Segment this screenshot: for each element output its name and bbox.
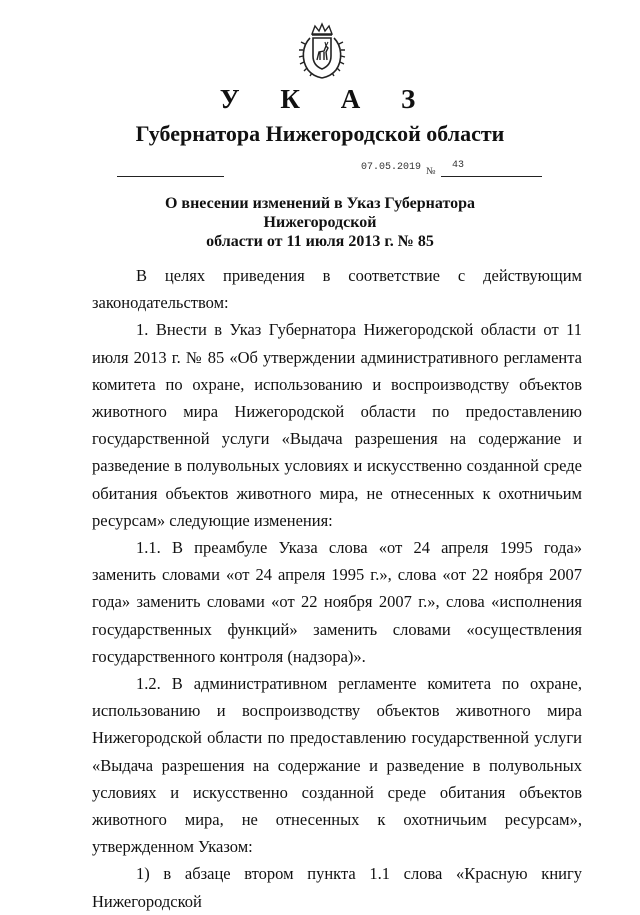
- heading-line-2: области от 11 июля 2013 г. № 85: [206, 233, 434, 250]
- paragraph-preamble: В целях приведения в соответствие с действующим законодательством:: [92, 266, 582, 313]
- decree-date: 07.05.2019: [361, 162, 422, 173]
- number-sign: №: [426, 166, 436, 177]
- date-line-left: [117, 176, 224, 177]
- paragraph-item-1-1: 1.1. В преамбуле Указа слова «от 24 апреля 1995 года» заменить словами «от 24 апреля 1995 г.», слова «от 22 ноября 2007 года» заменить словами «от 22 ноября 2007 г.», слова «исполнения государственных функций» заменить словами «осуществления государственного контроля (надзора)».: [92, 538, 582, 666]
- paragraph-item-1: 1. Внести в Указ Губернатора Нижегородской области от 11 июля 2013 г. № 85 «Об утверждении административного регламента комитета по охране, использованию и воспроизводству объектов животного мира Нижегородской области по предоставлению государственной услуги «Выдача разрешения на содержание и разведение в полувольных условиях и искусственно созданной среде обитания объектов животного мира, не отнесенных к охотничьим ресурсам» следующие изменения:: [92, 320, 582, 530]
- paragraph-item-1-2: 1.2. В административном регламенте комитета по охране, использованию и воспроизводству объектов животного мира Нижегородской области по предоставлению государственной услуги «Выдача разрешения на содержание и разведение в полувольных условиях и искусственно созданной среде обитания объектов животного мира, не отнесенных к охотничьим ресурсам», утвержденном Указом:: [92, 674, 582, 857]
- paragraph-subitem-1: 1) в абзаце втором пункта 1.1 слова «Красную книгу Нижегородской: [92, 864, 582, 911]
- document-body: [92, 262, 582, 915]
- decree-number: 43: [452, 160, 465, 171]
- heading-line-1: О внесении изменений в Указ Губернатора Нижегородской: [164, 195, 476, 231]
- issuer-subtitle: Губернатора Нижегородской области: [135, 121, 505, 146]
- decree-title: У К А З: [219, 84, 433, 114]
- number-line: [441, 176, 542, 177]
- document-heading: [120, 194, 520, 251]
- coat-of-arms-emblem: [298, 22, 346, 80]
